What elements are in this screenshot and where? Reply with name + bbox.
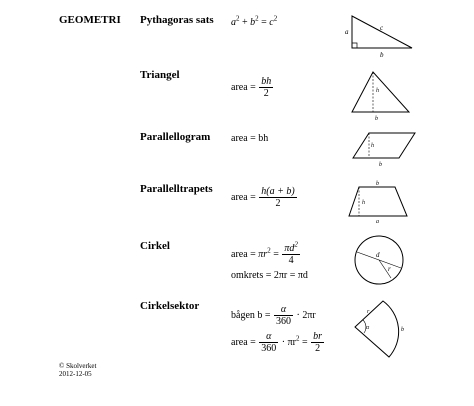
sector-figure	[345, 293, 415, 363]
topic-cirkel: Cirkel	[140, 240, 170, 252]
sektor-fig-b: b	[401, 327, 404, 333]
formula-parallellogram: area = bh	[231, 133, 269, 144]
sektor-area-eq: =	[302, 336, 308, 348]
sektor-arc-rhs: · 2πr	[296, 309, 316, 321]
cirkel-pir-exp: 2	[267, 246, 271, 255]
sektor-area-mid: · πr	[281, 336, 297, 348]
sektor-area-fraction2	[311, 331, 324, 354]
sektor-fig-r: r	[367, 309, 370, 315]
footer-copyright: © Skolverket	[59, 362, 97, 370]
topic-parallelltrapets: Parallelltrapets	[140, 183, 213, 195]
cirkel-fraction	[282, 240, 300, 266]
cirkel-area-lhs: area =	[231, 248, 256, 260]
trapets-fraction	[259, 186, 296, 209]
pyth-b: b	[250, 17, 256, 28]
trapets-fig-a: a	[376, 219, 379, 225]
pyth-a: a	[231, 17, 236, 28]
triangel-fig-h: h	[376, 88, 379, 94]
formula-cirkel-omkrets: omkrets = 2πr = πd	[231, 270, 308, 281]
pyth-c-exp: 2	[273, 14, 278, 23]
sektor-area-num2: br	[313, 331, 323, 342]
cirkel-den: 4	[288, 255, 294, 266]
pyth-c: c	[269, 17, 274, 28]
triangel-fig-b: b	[375, 116, 378, 122]
pyth-b-exp: 2	[255, 14, 259, 23]
cirkel-fig-d: d	[376, 251, 380, 259]
sektor-area-lhs: area =	[231, 336, 256, 348]
topic-pythagoras: Pythagoras sats	[140, 14, 214, 26]
pyth-a-exp: 2	[236, 14, 240, 23]
formula-cirkel-area	[231, 240, 301, 266]
right-triangle-figure	[340, 10, 420, 59]
pyth-fig-c: c	[380, 24, 384, 32]
sektor-arc-den: 360	[276, 316, 292, 327]
pyth-fig-a: a	[345, 28, 349, 36]
trapets-area-lhs: area =	[231, 191, 256, 203]
sektor-area-num: α	[259, 331, 278, 343]
sektor-arc-num: α	[274, 304, 293, 316]
sektor-arc-fraction	[274, 304, 293, 327]
pyth-fig-b: b	[380, 51, 384, 59]
triangel-area-lhs: area =	[231, 81, 256, 93]
trapezoid-figure	[345, 178, 415, 225]
parallelogram-figure	[345, 127, 425, 167]
cirkel-num: πd	[284, 243, 295, 254]
footer	[59, 362, 96, 378]
sektor-fig-alpha: α	[366, 325, 370, 331]
cirkel-area-eq: =	[273, 248, 279, 260]
trapets-den: 2	[275, 198, 281, 209]
formula-cirkelsektor-arc	[231, 304, 316, 327]
sektor-area-exp: 2	[296, 334, 300, 343]
formula-pythagoras: $a^2 + b^2 = c^2$	[231, 14, 278, 28]
parallellogram-fig-b: b	[379, 162, 382, 168]
triangel-num: bh	[261, 76, 272, 87]
sektor-area-fraction	[259, 331, 278, 354]
cirkel-pir: πr	[258, 248, 268, 260]
sektor-arc-lhs: bågen b =	[231, 309, 271, 321]
sektor-area-den2: 2	[315, 343, 321, 354]
triangel-den: 2	[263, 88, 269, 99]
footer-date: 2012-12-05	[59, 370, 92, 378]
formula-parallelltrapets	[231, 186, 298, 209]
formula-triangel	[231, 76, 274, 99]
trapets-fig-b: b	[376, 181, 379, 187]
cirkel-fig-r: r	[388, 265, 391, 273]
topic-cirkelsektor: Cirkelsektor	[140, 300, 200, 312]
circle-figure	[345, 233, 415, 287]
sektor-area-den: 360	[261, 343, 277, 354]
triangel-fraction	[259, 76, 273, 99]
trapets-num: h(a + b)	[261, 186, 295, 197]
parallellogram-fig-h: h	[371, 143, 374, 149]
trapets-fig-h: h	[362, 200, 365, 206]
topic-triangel: Triangel	[140, 69, 180, 81]
formula-cirkelsektor-area	[231, 331, 325, 354]
section-title: GEOMETRI	[59, 14, 121, 26]
topic-parallellogram: Parallellogram	[140, 131, 211, 143]
cirkel-num-exp: 2	[294, 240, 298, 249]
triangle-figure	[345, 68, 415, 122]
